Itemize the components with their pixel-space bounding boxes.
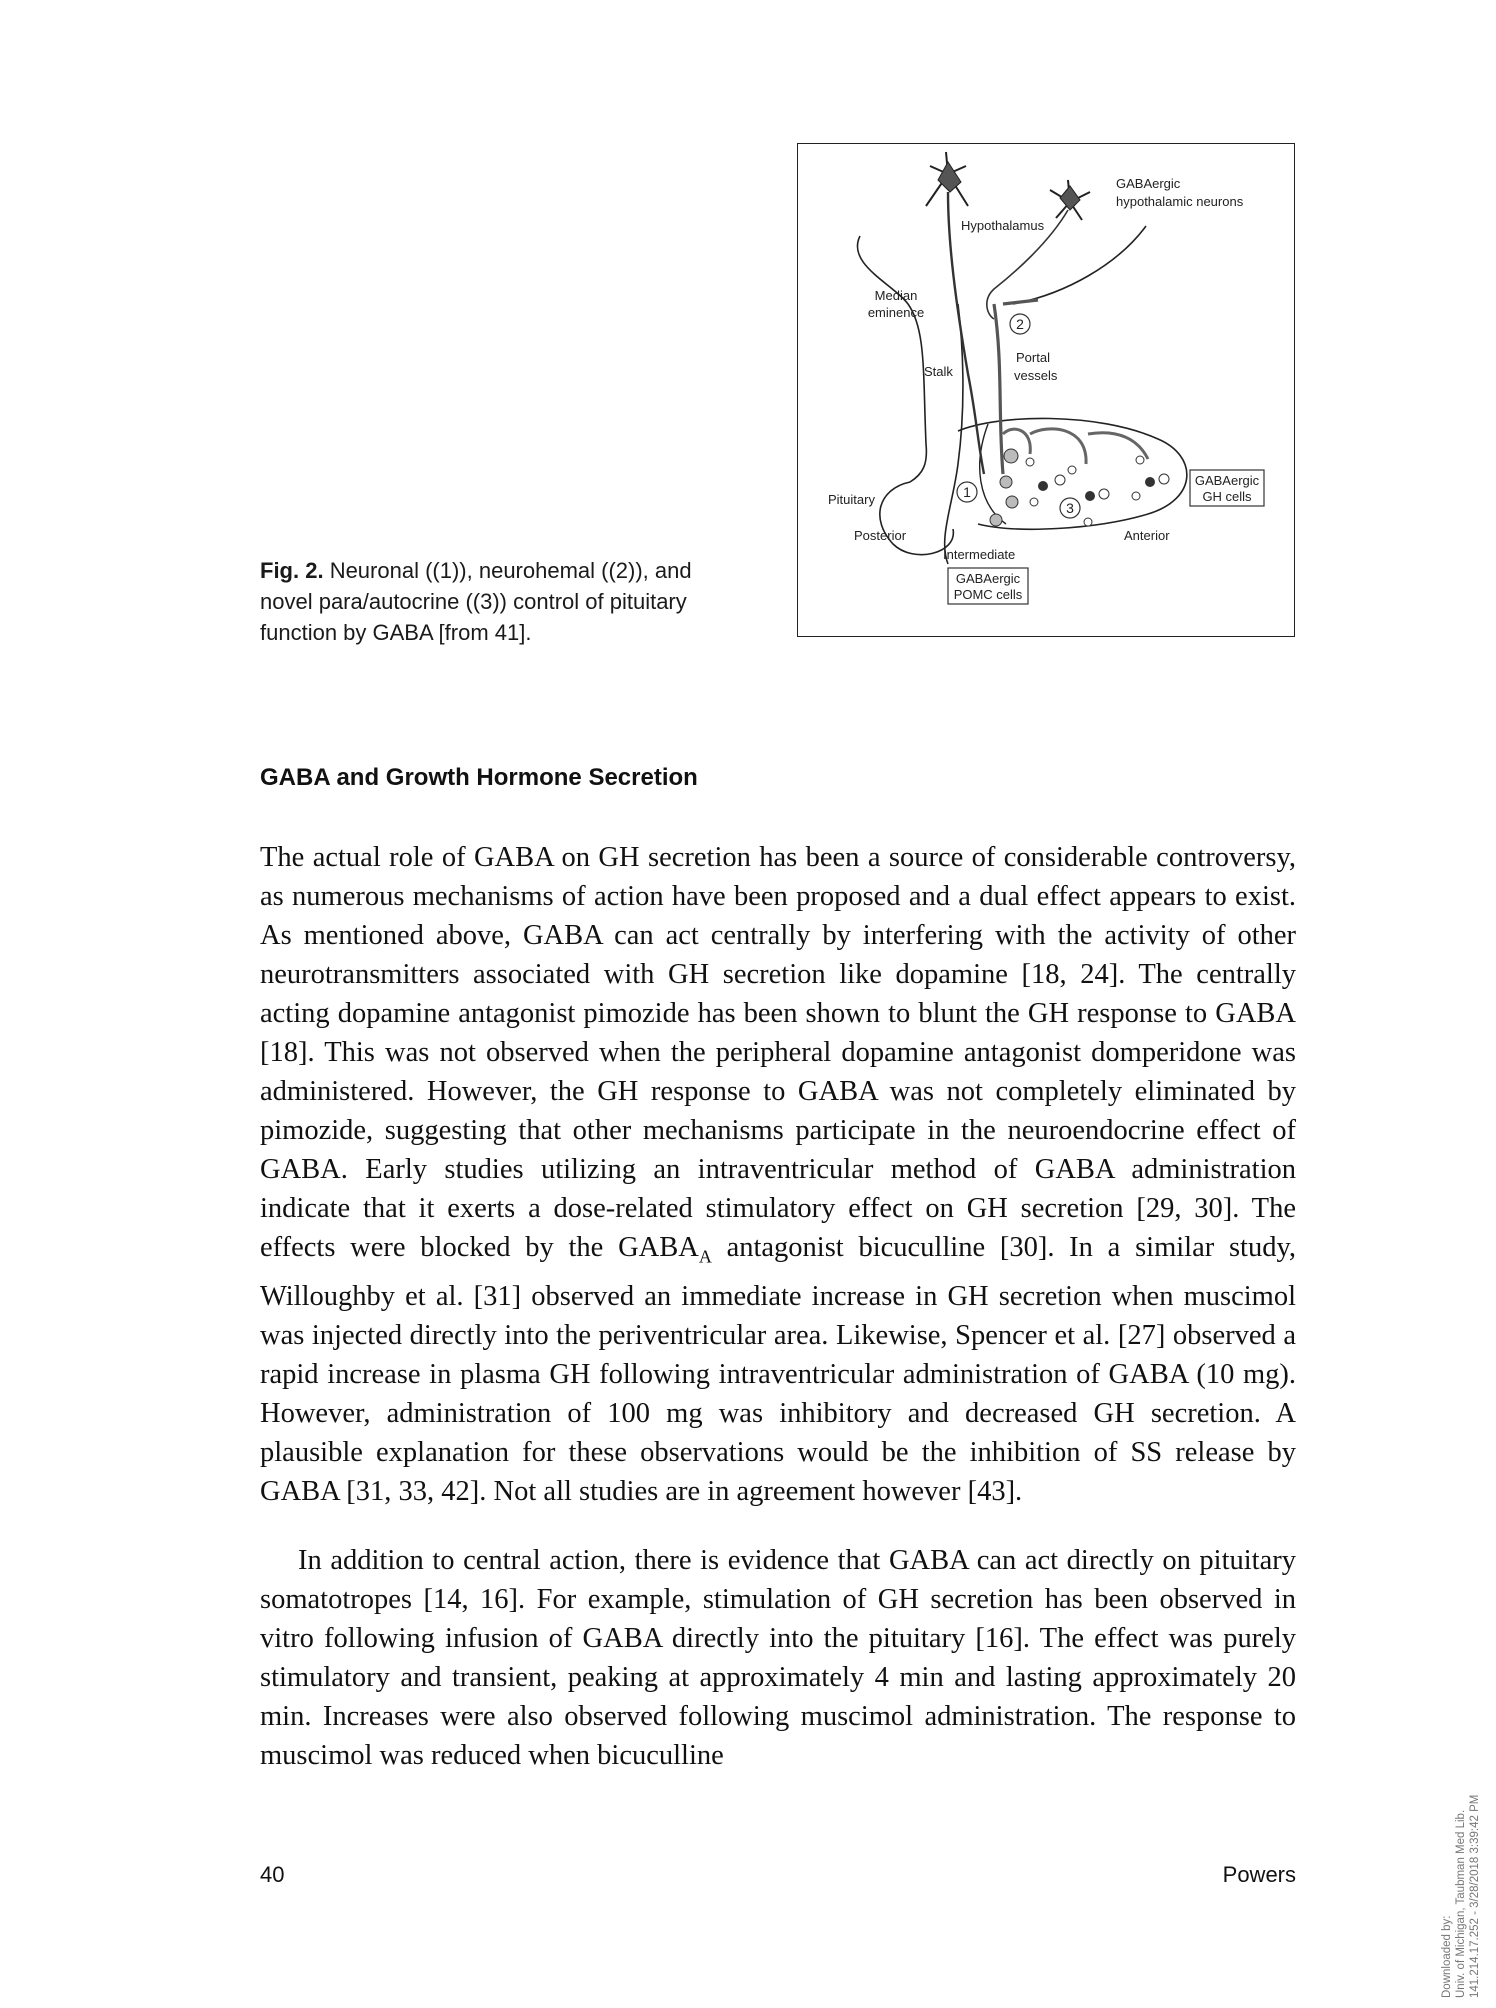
caption-label: Fig. 2. — [260, 558, 324, 583]
label-pomc-cells: GABAergic — [955, 571, 1021, 586]
caption-text: Neuronal ((1)), neurohemal ((2)), and novel para/autocrine ((3)) control of pituitary function by GABA [from 41]. — [260, 558, 692, 645]
vesicle — [1084, 518, 1092, 526]
nerve-terminal — [990, 514, 1002, 526]
label-gh-cells: GABAergic — [1194, 473, 1260, 488]
label-anterior: Anterior — [1124, 528, 1170, 543]
subscript-a: A — [698, 1246, 712, 1267]
vesicle — [1030, 498, 1038, 506]
nerve-terminal — [1006, 496, 1018, 508]
label-pomc-cells-2: POMC cells — [953, 587, 1023, 602]
label-median-eminence-2: eminence — [867, 305, 925, 320]
section-heading: GABA and Growth Hormone Secretion — [260, 764, 698, 791]
gh-cell — [1038, 481, 1048, 491]
marker-2: 2 — [1016, 316, 1024, 332]
vesicle — [1136, 456, 1144, 464]
vesicle — [1068, 466, 1076, 474]
figure-2 — [797, 143, 1295, 637]
body-paragraph-2: In addition to central action, there is evidence that GABA can act directly on pituitary somatotropes [14, 16]. For example, stimulation of GH secretion has been observed in vitro following infusion of GABA directly into the pituitary [16]. The effect was purely stimulatory and transient, peaking at approximately 4 min and lasting approximately 20 min. Increases were also observed following muscimol administration. The response to muscimol was reduced when bicuculline — [260, 1545, 1296, 1771]
portal-vessel-branch — [1003, 300, 1038, 304]
label-hypothalamus: Hypothalamus — [961, 218, 1045, 233]
vesicle — [1159, 474, 1169, 484]
gh-cell — [1085, 491, 1095, 501]
body-paragraph-1 — [260, 838, 1296, 1511]
label-gh-cells-2: GH cells — [1202, 489, 1252, 504]
label-gaba-neurons: GABAergic — [1116, 176, 1181, 191]
label-posterior: Posterior — [854, 528, 907, 543]
label-median-eminence: Median — [874, 288, 918, 303]
label-gaba-neurons-2: hypothalamic neurons — [1116, 194, 1244, 209]
label-pituitary: Pituitary — [828, 492, 875, 507]
paragraph-text: The actual role of GABA on GH secretion has been a source of considerable controversy, as numerous mechanisms of action have been proposed and a dual effect appears to exist. As mentioned above, GABA can act centrally by interfering with the activity of other neurotransmitters associated with GH secretion like dopamine [18, 24]. The centrally acting dopamine antagonist pimozide has been shown to blunt the GH response to GABA [18]. This was not observed when the peripheral dopamine antagonist domperidone was administered. However, the GH response to GABA was not completely eliminated by pimozide, suggesting that other mechanisms participate in the neuroendocrine effect of GABA. Early studies utilizing an intraventricular method of GABA administration indicate that it exerts a dose-related stimulatory effect on GH secretion [29, 30]. The effects were blocked by the GABA — [260, 842, 1296, 1263]
nerve-terminal — [1000, 476, 1012, 488]
capillary-3 — [1088, 433, 1148, 459]
marker-3: 3 — [1066, 500, 1074, 516]
label-portal-vessels: Portal — [1016, 350, 1050, 365]
download-watermark — [1440, 1795, 1482, 1998]
gabaergic-neuron-left — [926, 152, 984, 474]
vesicle — [1132, 492, 1140, 500]
vesicle — [1026, 458, 1034, 466]
capillary-2 — [1030, 429, 1086, 464]
download-note-line: 141.214.17.252 - 3/28/2018 3:39:42 PM — [1469, 1794, 1481, 1998]
label-portal-vessels-2: vessels — [1014, 368, 1058, 383]
nerve-terminal — [1004, 449, 1018, 463]
stalk-outline — [945, 304, 963, 564]
vesicle — [1055, 475, 1065, 485]
portal-vessel — [994, 304, 1003, 474]
label-intermediate: Intermediate — [943, 547, 1016, 562]
figure-caption — [260, 555, 740, 648]
gh-cell — [1145, 477, 1155, 487]
paragraph-text: antagonist bicuculline [30]. In a similar study, Willoughby et al. [31] observed an immediate increase in GH secretion when muscimol was injected directly into the periventricular area. Likewise, Spencer et al. [27] observed a rapid increase in plasma GH following intraventricular administration of GABA (10 mg). However, administration of 100 mg was inhibitory and decreased GH secretion. A plausible explanation for these observations would be the inhibition of SS release by GABA [31, 33, 42]. Not all studies are in agreement however [43]. — [260, 1232, 1297, 1507]
marker-1: 1 — [963, 484, 971, 500]
vesicle — [1099, 489, 1109, 499]
download-note-line: Univ. of Michigan, Taubman Med Lib. — [1455, 1809, 1467, 1998]
running-head: Powers — [1222, 1862, 1296, 1887]
label-stalk: Stalk — [924, 364, 953, 379]
page-number: 40 — [260, 1862, 285, 1887]
download-note-line: Downloaded by: — [1441, 1915, 1453, 1998]
pituitary-diagram — [798, 144, 1296, 638]
